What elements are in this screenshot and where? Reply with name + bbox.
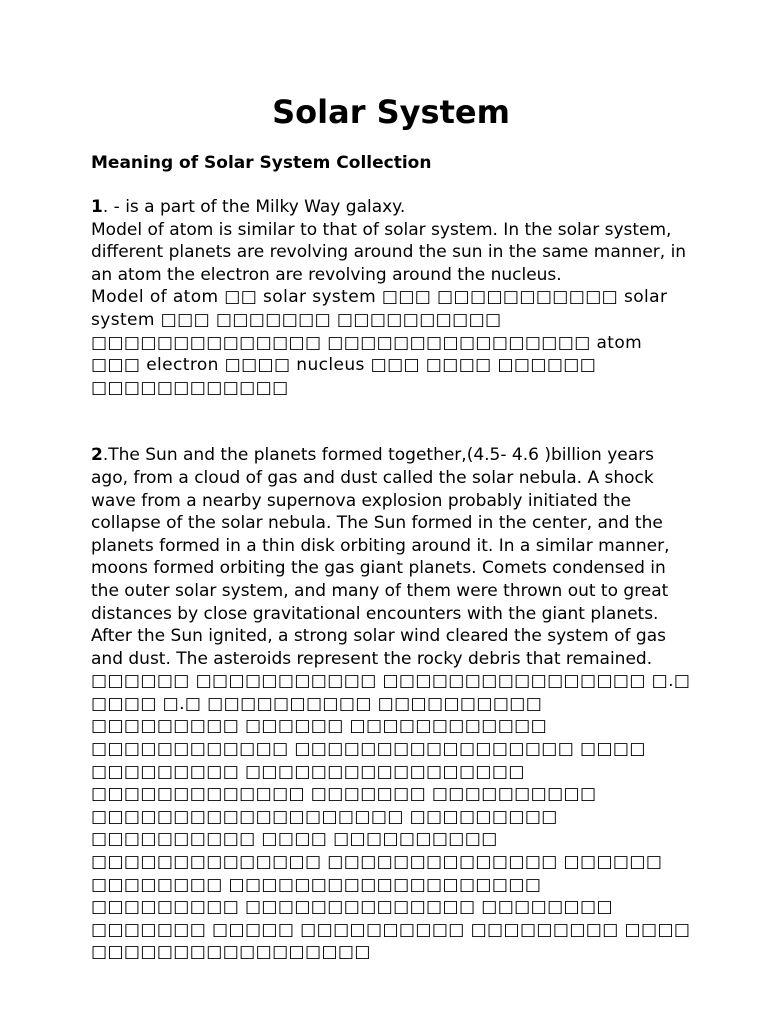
item-2-number: 2 — [91, 445, 103, 466]
item-1-intro — [91, 196, 691, 219]
item-2-english — [91, 444, 691, 670]
document-subtitle: Meaning of Solar System Collection — [91, 153, 432, 173]
page-title: Solar System — [272, 93, 510, 131]
item-1-number: 1 — [91, 197, 103, 217]
paragraph-gap — [91, 399, 691, 444]
item-1-line1: . - is a part of the Milky Way galaxy. — [102, 197, 406, 217]
item-1-english: Model of atom is similar to that of solar system. In the solar system, different planets are revolving around the sun in the same manner, in an atom the electron are revolving around the nucleus. — [91, 219, 687, 285]
item-2-translation: □□□□□□ □□□□□□□□□□□ □□□□□□□□□□□□□□□□ □.□ □□□□ □.□ □□□□□□□□□□ □□□□□□□□□□ □□□□□□□□□ □□□□□□ □□□□□□□□□□□□ □□□□□□□□□□□□ □□□□□□□□□□□□□□□□□ □□□□ □□□□□□□□□ □□□□□□□□□□□□□□□□□ □□□□□□□□□□□□□ □□□□□□□ □□□□□□□□□□ □□□□□□□□□□□□□□□□□□□ □□□□□□□□□ □□□□□□□□□□ □□□□ □□□□□□□□□□ □□□□□□□□□□□□□□ □□□□□□□□□□□□□□ □□□□□□ □□□□□□□□ □□□□□□□□□□□□□□□□□□□ □□□□□□□□□ □□□□□□□□□□□□□□ □□□□□□□□ □□□□□□□ □□□□□ □□□□□□□□□□ □□□□□□□□□ □□□□ □□□□□□□□□□□□□□□□□ — [91, 671, 691, 963]
document-page — [91, 92, 691, 964]
item-1-mixed-translation: Model of atom □□ solar system □□□ □□□□□□□□□□□ solar system □□□ □□□□□□□ □□□□□□□□□□ □□□□□□□□□□□□□□ □□□□□□□□□□□□□□□□ atom □□□ electron □□□□ nucleus □□□ □□□□ □□□□□□ □□□□□□□□□□□□ — [91, 287, 668, 398]
item-2-text: .The Sun and the planets formed together,(4.5- 4.6 )billion years ago, from a cloud of gas and dust called the solar nebula. A shock wave from a nearby supernova explosion probably initiated the collapse of the solar nebula. The Sun formed in the center, and the planets formed in a thin disk orbiting around it. In a similar manner, moons formed orbiting the gas giant planets. Comets condensed in the outer solar system, and many of them were thrown out to great distances by close gravitational encounters with the giant planets. After the Sun ignited, a strong solar wind cleared the system of gas and dust. The asteroids represent the rocky debris that remained. — [91, 445, 670, 669]
